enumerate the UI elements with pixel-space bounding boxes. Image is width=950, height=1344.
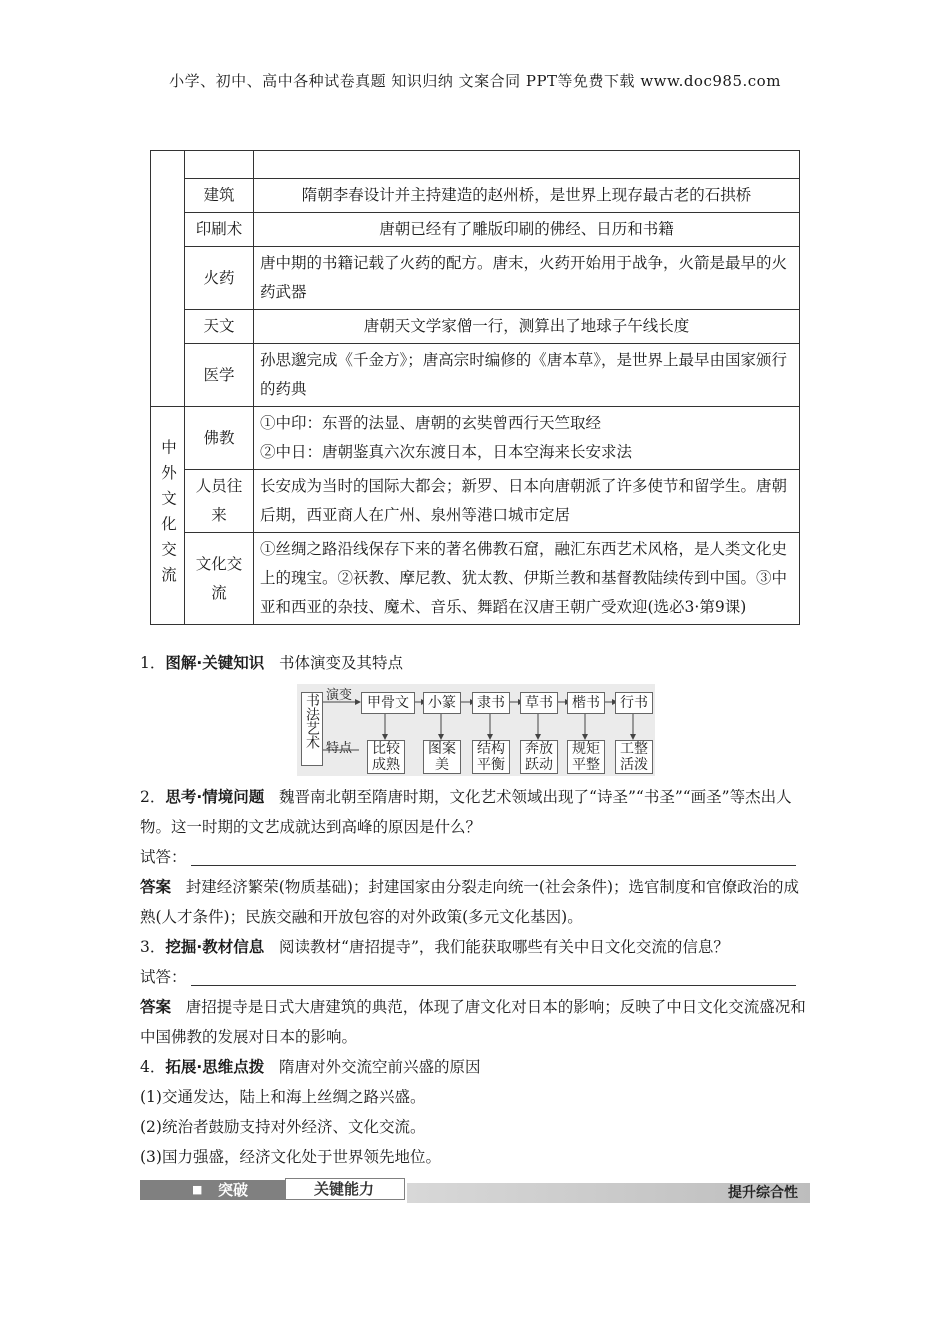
- content-line: ②中日：唐朝鉴真六次东渡日本，日本空海来长安求法: [260, 443, 633, 461]
- question-text: 阅读教材“唐招提寺”，我们能获取哪些有关中日文化交流的信息？: [279, 938, 729, 956]
- content-line: ①中印：东晋的法显、唐朝的玄奘曾西行天竺取经: [260, 414, 602, 432]
- row-content: 长安成为当时的国际大都会；新罗、日本向唐朝派了许多使节和留学生。唐朝后期，西亚商人在广州、泉州等港口城市定居: [254, 470, 800, 533]
- content-table: [150, 150, 800, 625]
- question-heading: 思考·情境问题: [165, 788, 265, 806]
- trait-box: 规矩平整: [567, 740, 605, 774]
- row-name: 印刷术: [185, 213, 254, 247]
- row-content: 隋朝李春设计并主持建造的赵州桥，是世界上现存最古老的石拱桥: [254, 179, 800, 213]
- row-name: 医学: [185, 344, 254, 407]
- script-box: 草书: [520, 692, 558, 714]
- diagram-row2-label: 特点: [326, 741, 353, 756]
- question-2: 2．思考·情境问题 魏晋南北朝至隋唐时期，文化艺术领域出现了“诗圣”“书圣”“画圣”等杰出人物。这一时期的文艺成就达到高峰的原因是什么？ 试答： 答案 封建经济繁荣(物质基础)；封建国家由分裂走向统一(社会条件)；选官制度和官僚政治的成熟(人才条件)；民族交融和开放包容的对外政策(多元文化基因)。: [140, 788, 799, 926]
- question-heading: 拓展·思维点拨: [165, 1058, 265, 1076]
- row-name: 天文: [185, 310, 254, 344]
- script-box: 行书: [615, 692, 653, 714]
- trait-box: 结构平衡: [472, 740, 510, 774]
- calligraphy-diagram: [297, 684, 655, 776]
- row-content: 唐朝已经有了雕版印刷的佛经、日历和书籍: [254, 213, 800, 247]
- table-row: [151, 344, 800, 407]
- answer-text: 唐招提寺是日式大唐建筑的典范，体现了唐文化对日本的影响；反映了中日文化交流盛况和中国佛教的发展对日本的影响。: [140, 998, 806, 1046]
- banner-middle-text: 关键能力: [314, 1180, 375, 1198]
- row-content: 孙思邈完成《千金方》；唐高宗时编修的《唐本草》，是世界上最早由国家颁行的药典: [254, 344, 800, 407]
- try-label: 试答：: [140, 968, 187, 986]
- question-heading: 挖掘·教材信息: [165, 938, 265, 956]
- table-row: [151, 310, 800, 344]
- trait-box: 比较成熟: [367, 740, 405, 774]
- table-row: [151, 407, 800, 470]
- answer-blank-line[interactable]: [191, 967, 796, 986]
- diagram-side-label: 书法艺术: [301, 692, 323, 766]
- table-row: [151, 213, 800, 247]
- answer-label: 答案: [140, 878, 172, 896]
- script-box: 隶书: [472, 692, 510, 714]
- table-row: [151, 247, 800, 310]
- question-heading: 图解·关键知识: [165, 654, 265, 672]
- diagram-row1-label: 演变: [326, 688, 353, 703]
- question-text: 隋唐对外交流空前兴盛的原因: [279, 1058, 481, 1076]
- list-item: (2)统治者鼓励支持对外经济、文化交流。: [140, 1118, 426, 1136]
- group-label: 中外文化交流: [159, 439, 177, 592]
- banner-mark: ■: [192, 1183, 203, 1196]
- script-box: 小篆: [423, 692, 461, 714]
- answer-label: 答案: [140, 998, 172, 1016]
- section-banner: [140, 1178, 810, 1204]
- list-item: (3)国力强盛，经济文化处于世界领先地位。: [140, 1148, 441, 1166]
- question-text: 书体演变及其特点: [279, 654, 404, 672]
- row-name: 建筑: [185, 179, 254, 213]
- row-name: 火药: [185, 247, 254, 310]
- trait-box: 奔放跃动: [520, 740, 558, 774]
- question-1: 1．图解·关键知识 书体演变及其特点: [140, 654, 404, 672]
- banner-left-text: 突破: [218, 1181, 249, 1199]
- answer-blank-line[interactable]: [191, 847, 796, 866]
- row-content: 唐中期的书籍记载了火药的配方。唐末，火药开始用于战争，火箭是最早的火药武器: [254, 247, 800, 310]
- table-row: [151, 151, 800, 179]
- answer-text: 封建经济繁荣(物质基础)；封建国家由分裂走向统一(社会条件)；选官制度和官僚政治的成熟(人才条件)；民族交融和开放包容的对外政策(多元文化基因)。: [140, 878, 799, 926]
- row-name: 文化交流: [185, 533, 254, 625]
- list-item: (1)交通发达，陆上和海上丝绸之路兴盛。: [140, 1088, 426, 1106]
- page-header: 小学、初中、高中各种试卷真题 知识归纳 文案合同 PPT等免费下载 www.doc985.com: [169, 72, 781, 90]
- row-name: 人员往来: [185, 470, 254, 533]
- row-name: 佛教: [185, 407, 254, 470]
- table-row: [151, 533, 800, 625]
- try-label: 试答：: [140, 848, 187, 866]
- trait-box: 图案美: [423, 740, 461, 774]
- question-4: 4．拓展·思维点拨 隋唐对外交流空前兴盛的原因 (1)交通发达，陆上和海上丝绸之路兴盛。 (2)统治者鼓励支持对外经济、文化交流。 (3)国力强盛，经济文化处于世界领先地位。: [140, 1052, 812, 1172]
- table-row: [151, 179, 800, 213]
- row-content: [254, 407, 800, 470]
- script-box: 甲骨文: [361, 692, 415, 714]
- banner-right-text: 提升综合性: [728, 1185, 798, 1201]
- trait-box: 工整活泼: [615, 740, 653, 774]
- question-3: 3．挖掘·教材信息 阅读教材“唐招提寺”，我们能获取哪些有关中日文化交流的信息？ 试答： 答案 唐招提寺是日式大唐建筑的典范，体现了唐文化对日本的影响；反映了中日文化交流盛况和中国佛教的发展对日本的影响。: [140, 938, 806, 1046]
- row-content: ①丝绸之路沿线保存下来的著名佛教石窟，融汇东西艺术风格，是人类文化史上的瑰宝。②祆教、摩尼教、犹太教、伊斯兰教和基督教陆续传到中国。③中亚和西亚的杂技、魔术、音乐、舞蹈在汉唐王朝广受欢迎(选必3·第9课): [254, 533, 800, 625]
- table-row: [151, 470, 800, 533]
- question-text: 魏晋南北朝至隋唐时期，文化艺术领域出现了“诗圣”“书圣”“画圣”等杰出人物。这一时期的文艺成就达到高峰的原因是什么？: [140, 788, 792, 836]
- row-content: 唐朝天文学家僧一行，测算出了地球子午线长度: [254, 310, 800, 344]
- script-box: 楷书: [567, 692, 605, 714]
